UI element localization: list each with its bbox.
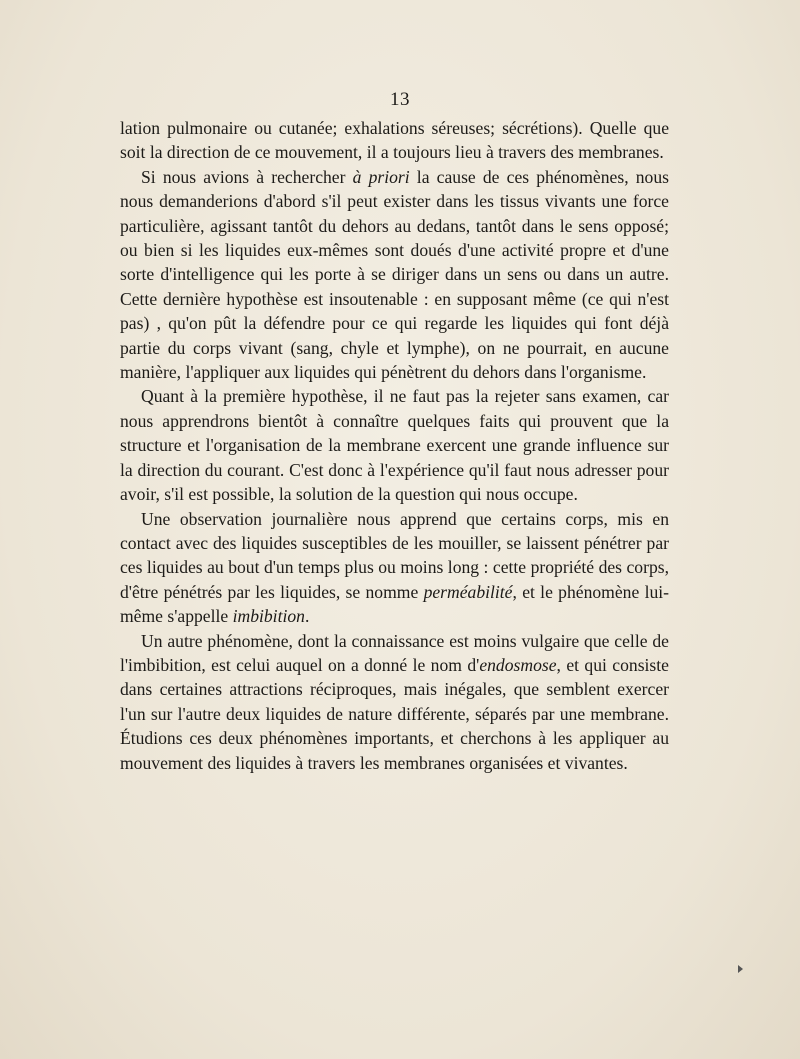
paragraph-1 [120, 116, 669, 165]
paragraph-2-text-a: Si nous avions à rechercher [141, 166, 353, 187]
paragraph-4-text-a: Une observation journalière nous apprend que certains corps, mis en contact avec des liquides susceptibles de les mouiller, se laissent pénétrer par ces liquides au bout d'un temps plus ou moins long : cette propriété des corps, d'être pénétrés par les liquides, se nomme [120, 508, 669, 602]
paragraph-4-text-c: . [304, 606, 310, 627]
italic-a-priori: à priori [352, 166, 410, 187]
paragraph-5 [120, 629, 669, 775]
italic-permeabilite: perméabilité [423, 581, 513, 602]
paragraph-3 [120, 384, 669, 506]
italic-imbibition: imbibition [232, 606, 305, 627]
paragraph-2 [120, 165, 669, 385]
print-speck [738, 965, 743, 973]
italic-endosmose: endosmose [479, 654, 557, 675]
paragraph-2-text-b: la cause de ces phénomènes, nous nous demanderions d'abord s'il peut exister dans les tissus vivants une force particulière, agissant tantôt du dehors au dedans, tantôt dans le sens opposé; ou bien si les liquides eux-mêmes sont doués d'une activité propre et d'une sorte d'intelligence qui les porte à se diriger dans un sens ou dans un autre. Cette dernière hypothèse est insoutenable : en supposant même (ce qui n'est pas) , qu'on pût la défendre pour ce qui regarde les liquides qui font déjà partie du corps vivant (sang, chyle et lymphe), on ne pourrait, en aucune manière, l'appliquer aux liquides qui pénètrent du dehors dans l'organisme. [120, 166, 669, 383]
page-number: 13 [390, 89, 410, 110]
body-text [120, 116, 669, 775]
paragraph-5-text-b: , et qui consiste dans certaines attractions réciproques, mais inégales, que semblent exercer l'un sur l'autre deux liquides de nature différente, séparés par une membrane. Étudions ces deux phénomènes importants, et cherchons à les appliquer au mouvement des liquides à travers les membranes organisées et vivantes. [120, 654, 669, 773]
paragraph-4-text-b: , et le phénomène lui-même s'appelle [120, 581, 669, 627]
paragraph-5-text-a: Un autre phénomène, dont la connaissance est moins vulgaire que celle de l'imbibition, est celui auquel on a donné le nom d' [120, 630, 669, 675]
paragraph-4 [120, 507, 669, 629]
paragraph-1-text: lation pulmonaire ou cutanée; exhalations séreuses; sécrétions). Quelle que soit la direction de ce mouvement, il a toujours lieu à travers des membranes. [120, 118, 669, 163]
paragraph-3-text: Quant à la première hypothèse, il ne faut pas la rejeter sans examen, car nous apprendrons bientôt à connaître quelques faits qui prouvent que la structure et l'organisation de la membrane exercent une grande influence sur la direction du courant. C'est donc à l'expérience qu'il faut nous adresser pour avoir, s'il est possible, la solution de la question qui nous occupe. [120, 386, 669, 505]
